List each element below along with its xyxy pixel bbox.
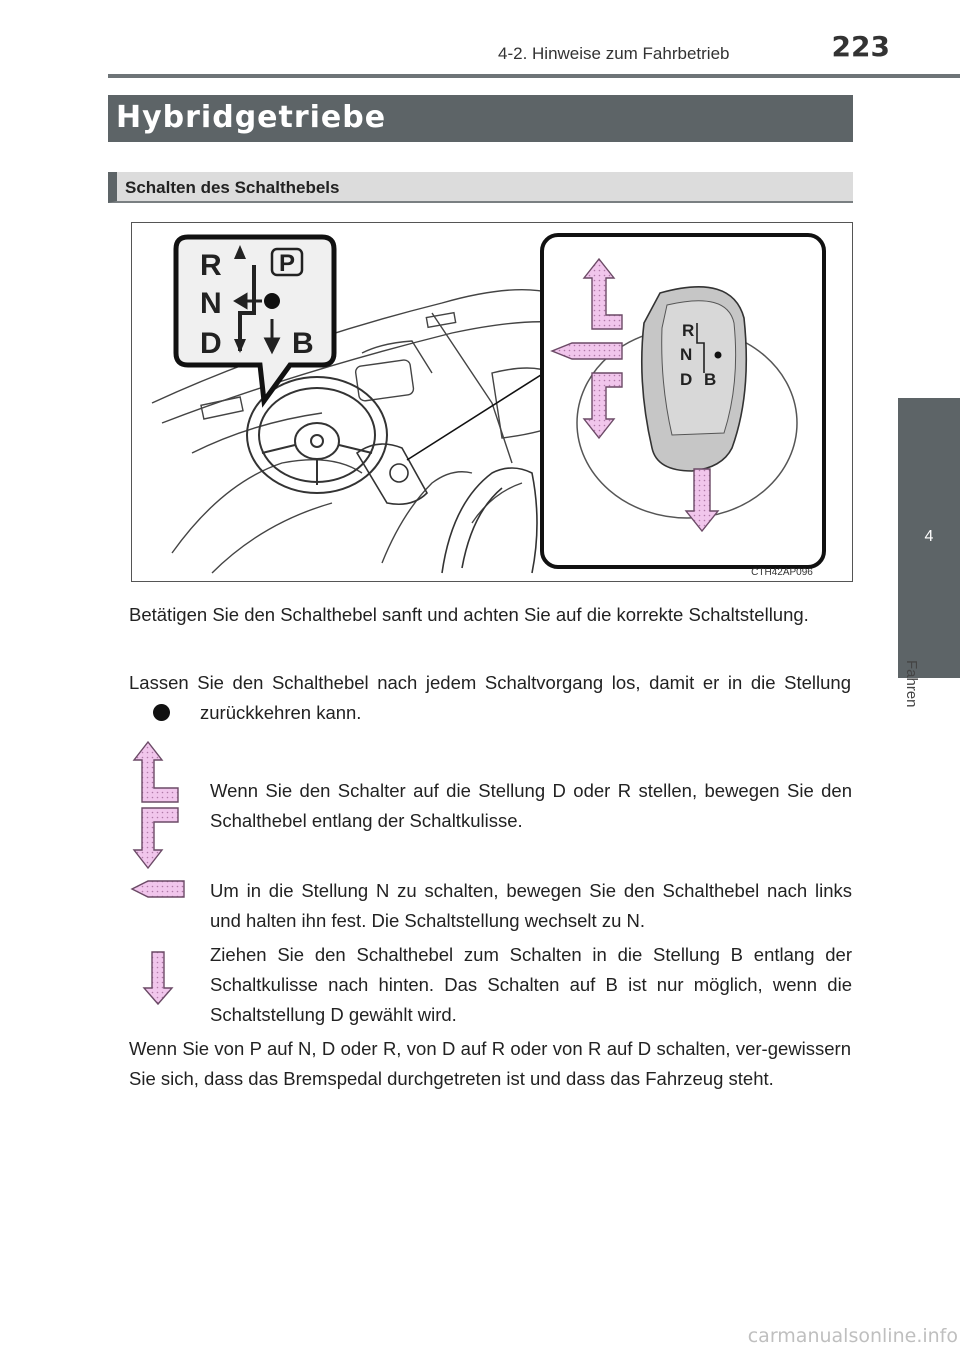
knob-label-n: N: [680, 345, 693, 364]
gate-label-b: B: [292, 327, 314, 360]
section-subtitle: Schalten des Schalthebels: [125, 178, 340, 197]
gate-label-r: R: [200, 249, 222, 282]
chapter-label-wrap: [902, 660, 922, 720]
paragraph-brake-warning: Wenn Sie von P auf N, D oder R, von D auf R oder von R auf D schalten, ver-gewissern Sie sich, dass das Bremspedal durchgetreten ist und dass das Fahrzeug steht.: [129, 1038, 851, 1089]
up-down-arrows-icon: [130, 740, 190, 870]
chapter-number: 4: [924, 528, 934, 545]
title-bar: [108, 95, 853, 142]
header-divider: [108, 74, 960, 78]
leader-line: [407, 373, 544, 460]
left-arrow-icon: [130, 874, 190, 904]
home-position-dot-icon: [153, 704, 170, 721]
gate-label-d: D: [200, 327, 222, 360]
chapter-tab: [898, 398, 960, 678]
shift-lever-figure: [131, 222, 853, 582]
paragraph-release-lever: [129, 668, 851, 728]
legend-text-d-r: Wenn Sie den Schalter auf die Stellung D oder R stellen, bewegen Sie den Schalthebel entlang der Schaltkulisse.: [210, 780, 852, 831]
paragraph-smooth-shift: Betätigen Sie den Schalthebel sanft und achten Sie auf die korrekte Schaltstellung.: [129, 604, 809, 625]
watermark: carmanualsonline.info: [747, 1325, 958, 1347]
paragraph-release-lever-end: zurückkehren kann.: [200, 702, 362, 723]
knob-label-r: R: [682, 321, 695, 340]
page-title: Hybridgetriebe: [116, 100, 387, 135]
lever-detail-panel: [542, 235, 824, 567]
subtitle-bar: [108, 172, 853, 203]
down-arrow-icon: [130, 940, 190, 1010]
paragraph-release-lever-start: Lassen Sie den Schalthebel nach jedem Schaltvorgang los, damit er in die Stellung: [129, 672, 851, 693]
gate-home-dot: [264, 293, 280, 309]
figure-code: CTH42AP096: [751, 567, 813, 578]
header-section-title: 4-2. Hinweise zum Fahrbetrieb: [498, 44, 730, 63]
page-number: 223: [831, 30, 890, 63]
legend-text-n: Um in die Stellung N zu schalten, bewegen Sie den Schalthebel nach links und halten ihn fest. Die Schaltstellung wechselt zu N.: [210, 880, 852, 931]
seat-sketch: [442, 468, 537, 573]
gate-label-n: N: [200, 287, 222, 320]
legend-text-b: Ziehen Sie den Schalthebel zum Schalten in die Stellung B entlang der Schaltkulisse nach hinten. Das Schalten auf B ist nur möglich, wenn die Schaltstellung D gewählt wird.: [210, 944, 852, 1025]
knob-label-d: D: [680, 370, 693, 389]
gate-label-p: P: [279, 250, 296, 277]
knob-label-b: B: [704, 370, 717, 389]
figure-illustration: [132, 223, 852, 581]
chapter-label: Fahren: [903, 660, 920, 708]
